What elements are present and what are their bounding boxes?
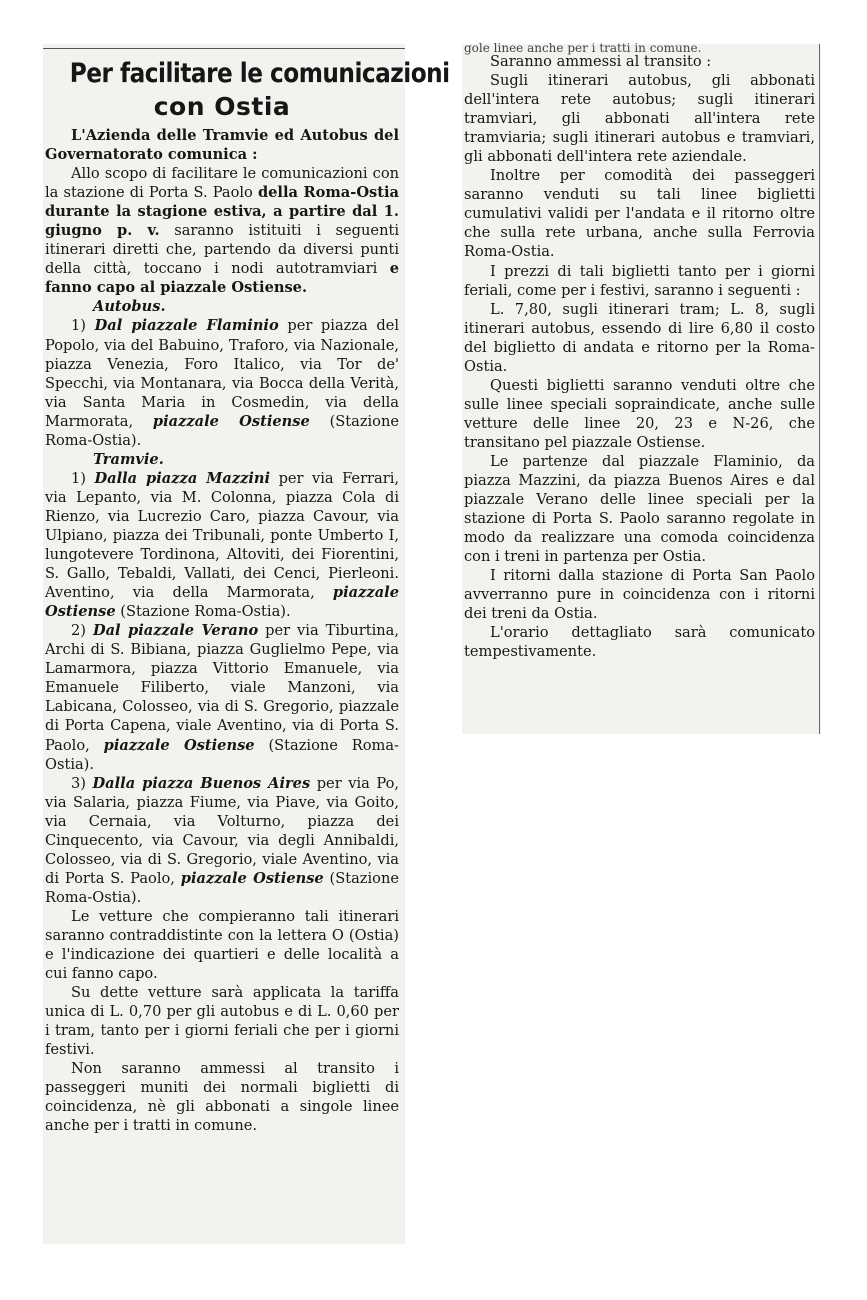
tramvie-heading: Tramvie.: [93, 450, 164, 468]
intro-paragraph: L'Azienda delle Tramvie ed Autobus del Governatorato comunica :: [45, 127, 399, 164]
carried-over-line: gole linee anche per i tratti in comune.: [464, 41, 702, 55]
venduti-paragraph: Questi biglietti saranno venduti oltre che sulle linee speciali sopraindicate, anche sulle vetture delle linee 20, 23 e N-26, che transitano pel piazzale Ostiense.: [464, 376, 815, 451]
prezzi-intro-paragraph: I prezzi di tali biglietti tanto per i giorni feriali, come per i festivi, saranno i seguenti :: [464, 262, 815, 299]
headline-line-2: con Ostia: [153, 92, 291, 121]
ammessi-heading: Saranno ammessi al transito :: [490, 53, 712, 70]
headline-line-1: Per facilitare le comunicazioni: [69, 58, 450, 89]
tram-route-1: 1) Dalla piazza Mazzini per via Ferrari, via Lepanto, via M. Colonna, piazza Cola di Rienzo, via Lucrezio Caro, piazza Cavour, via Ulpiano, piazza dei Tribunali, ponte Umberto I, lungotevere Tordinona, Altoviti, dei Fiorentini, S. Gallo, Tebaldi, Vallati, dei Cenci, Pierleoni. Aventino, via della Marmorata, piazzale Ostiense (Stazione Roma-Ostia).: [45, 469, 400, 621]
vetture-paragraph: Le vetture che compieranno tali itinerari saranno contraddistinte con la lettera O (Ostia) e l'indicazione dei quartieri e delle località a cui fanno capo.: [45, 907, 399, 983]
non-ammessi-paragraph: Non saranno ammessi al transito i passeggeri muniti dei normali biglietti di coincidenza, nè gli abbonati a singole linee anche per i tratti in comune.: [45, 1060, 399, 1135]
tariffa-paragraph: Su dette vetture sarà applicata la tariffa unica di L. 0,70 per gli autobus e di L. 0,60 per i tram, tanto per i giorni feriali che per i giorni festivi.: [45, 984, 399, 1059]
lead-paragraph: Allo scopo di facilitare le comunicazioni con la stazione di Porta S. Paolo della Roma-Ostia durante la stagione estiva, a partire dal 1. giugno p. v. saranno istituiti i seguenti itinerari diretti che, partendo da diversi punti della città, toccano i nodi autotramviari e fanno capo al piazzale Ostiense.: [45, 165, 399, 297]
tram-route-2: 2) Dal piazzale Verano per via Tiburtina, Archi di S. Bibiana, piazza Guglielmo Pepe, via Lamarmora, piazza Vittorio Emanuele, via Emanuele Filiberto, viale Manzoni, via Labicana, Colosseo, via di S. Gregorio, piazzale di Porta Capena, viale Aventino, via di Porta S. Paolo, piazzale Ostiense (Stazione Roma-Ostia).: [45, 622, 400, 773]
article-column-right: [462, 41, 821, 734]
tram-route-3: 3) Dalla piazza Buenos Aires per via Po, via Salaria, piazza Fiume, via Piave, via Goito, via Cernaia, via Volturno, piazza dei Cinquecento, via Cavour, via degli Annibaldi, Colosseo, via di S. Gregorio, viale Aventino, via di Porta S. Paolo, piazzale Ostiense (Stazione Roma-Ostia).: [45, 774, 400, 906]
ammessi-list: Sugli itinerari autobus, gli abbonati dell'intera rete autobus; sugli itinerari tramviari, gli abbonati all'intera rete tramviaria; sugli itinerari autobus e tramviari, gli abbonati dell'intera rete aziendale.: [464, 72, 815, 166]
autobus-heading: Autobus.: [93, 298, 166, 316]
prezzi-paragraph: L. 7,80, sugli itinerari tram; L. 8, sugli itinerari autobus, essendo di lire 6,80 il costo del biglietto di andata e ritorno per la Roma-Ostia.: [464, 300, 815, 375]
ritorni-paragraph: I ritorni dalla stazione di Porta San Paolo avverranno pure in coincidenza con i ritorni dei treni da Ostia.: [464, 567, 815, 623]
partenze-paragraph: Le partenze dal piazzale Flaminio, da piazza Mazzini, da piazza Buenos Aires e dal piazzale Verano delle linee speciali per la stazione di Porta S. Paolo saranno regolate in modo da realizzare una comoda coincidenza con i treni in partenza per Ostia.: [464, 452, 815, 566]
article-column-left: [43, 44, 450, 1244]
autobus-route-1: 1) Dal piazzale Flaminio per piazza del Popolo, via del Babuino, Traforo, via Nazionale, piazza Venezia, Foro Italico, via Tor de' Specchi, via Montanara, via Bocca della Verità, via Santa Maria in Cosmedin, via della Marmorata, piazzale Ostiense (Stazione Roma-Ostia).: [45, 317, 400, 449]
orario-paragraph: L'orario dettagliato sarà comunicato tempestivamente.: [464, 624, 815, 661]
cumulativi-paragraph: Inoltre per comodità dei passeggeri saranno venduti su tali linee biglietti cumulativi validi per l'andata e il ritorno oltre che sulla rete urbana, anche sulla Ferrovia Roma-Ostia.: [464, 167, 815, 261]
